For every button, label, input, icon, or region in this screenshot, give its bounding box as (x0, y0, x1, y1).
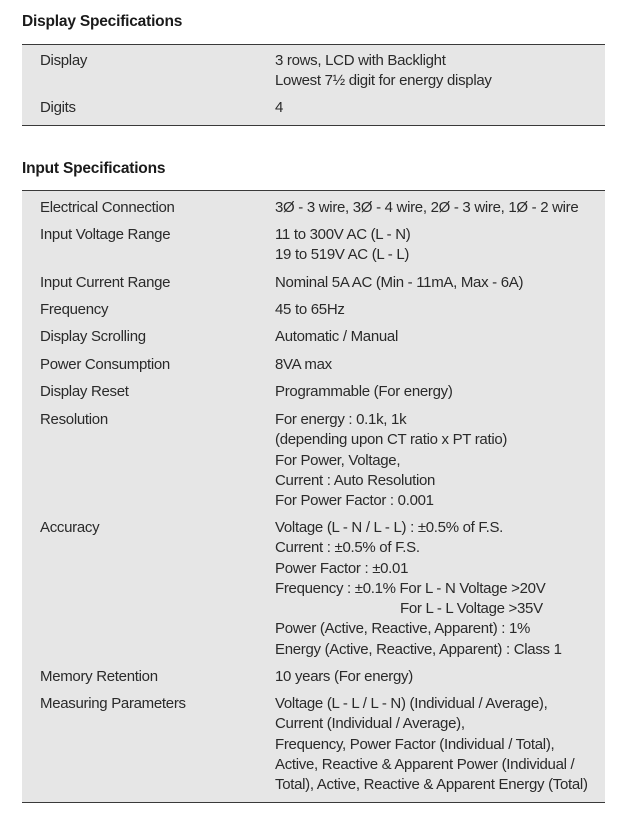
spec-label-memory-retention: Memory Retention (40, 668, 158, 685)
spec-value-line: Programmable (For energy) (275, 383, 453, 400)
spec-value-line: Current (Individual / Average), (275, 715, 465, 733)
spec-value-line: 8VA max (275, 356, 332, 373)
spec-label-input-current-range: Input Current Range (40, 274, 171, 291)
spec-value-line: 4 (275, 99, 284, 116)
spec-value-display-reset (275, 382, 453, 402)
spec-label-measuring-parameters: Measuring Parameters (40, 695, 186, 712)
spec-value-line: For Power Factor : 0.001 (275, 492, 434, 510)
spec-value-line: For Power, Voltage, (275, 451, 401, 469)
spec-value-line: Current : Auto Resolution (275, 471, 436, 489)
spec-value-input-voltage-range (275, 225, 410, 266)
spec-label-accuracy: Accuracy (40, 519, 100, 536)
spec-value-line: Active, Reactive & Apparent Power (Individual / (275, 755, 575, 773)
spec-value-line: Power (Active, Reactive, Apparent) : 1% (275, 620, 531, 638)
spec-value-power-consumption (275, 355, 332, 375)
spec-value-line: Power Factor : ±0.01 (275, 559, 409, 577)
display-specifications-table (22, 44, 605, 126)
spec-label-power-consumption: Power Consumption (40, 356, 170, 373)
spec-value-line: 3 rows, LCD with Backlight (275, 52, 446, 69)
spec-value-line: Nominal 5A AC (Min - 11mA, Max - 6A) (275, 274, 524, 291)
spec-value-display (275, 51, 492, 92)
spec-value-input-current-range (275, 273, 523, 293)
spec-value-digits (275, 98, 283, 118)
spec-value-line: 45 to 65Hz (275, 301, 345, 318)
display-specifications-title: Display Specifications (22, 13, 183, 30)
spec-value-line: Voltage (L - L / L - N) (Individual / Average), (275, 695, 548, 712)
spec-value-frequency (275, 300, 345, 320)
spec-value-line: Frequency, Power Factor (Individual / Total), (275, 735, 555, 753)
spec-value-line: 3Ø - 3 wire, 3Ø - 4 wire, 2Ø - 3 wire, 1Ø - 2 wire (275, 199, 579, 216)
spec-label-display: Display (40, 52, 88, 69)
spec-value-accuracy (275, 518, 562, 660)
spec-value-memory-retention (275, 667, 413, 687)
spec-label-frequency: Frequency (40, 301, 109, 318)
spec-value-line: Current : ±0.5% of F.S. (275, 539, 420, 557)
spec-value-line: Automatic / Manual (275, 328, 398, 345)
spec-value-display-scrolling (275, 327, 398, 347)
spec-label-display-reset: Display Reset (40, 383, 129, 400)
input-specifications-title: Input Specifications (22, 160, 166, 177)
spec-label-display-scrolling: Display Scrolling (40, 328, 146, 345)
spec-label-digits: Digits (40, 99, 76, 116)
spec-value-resolution (275, 410, 507, 511)
spec-value-line: 10 years (For energy) (275, 668, 413, 685)
spec-value-line: For L - L Voltage >35V (400, 600, 543, 618)
spec-label-resolution: Resolution (40, 411, 108, 428)
spec-value-line: Lowest 7½ digit for energy display (275, 72, 492, 90)
spec-value-line: Total), Active, Reactive & Apparent Energy (Total) (275, 776, 588, 794)
spec-value-line: Frequency : ±0.1% For L - N Voltage >20V (275, 579, 546, 597)
spec-value-line: Energy (Active, Reactive, Apparent) : Class 1 (275, 640, 562, 658)
spec-value-electrical-connection (275, 198, 578, 218)
spec-value-measuring-parameters (275, 694, 588, 795)
input-specifications-table (22, 190, 605, 803)
spec-value-line: 11 to 300V AC (L - N) (275, 226, 411, 243)
spec-label-electrical-connection: Electrical Connection (40, 199, 175, 216)
spec-value-line: 19 to 519V AC (L - L) (275, 246, 410, 264)
spec-value-line: Voltage (L - N / L - L) : ±0.5% of F.S. (275, 519, 504, 536)
spec-value-line: For energy : 0.1k, 1k (275, 411, 407, 428)
spec-value-line: (depending upon CT ratio x PT ratio) (275, 431, 508, 449)
spec-label-input-voltage-range: Input Voltage Range (40, 226, 171, 243)
